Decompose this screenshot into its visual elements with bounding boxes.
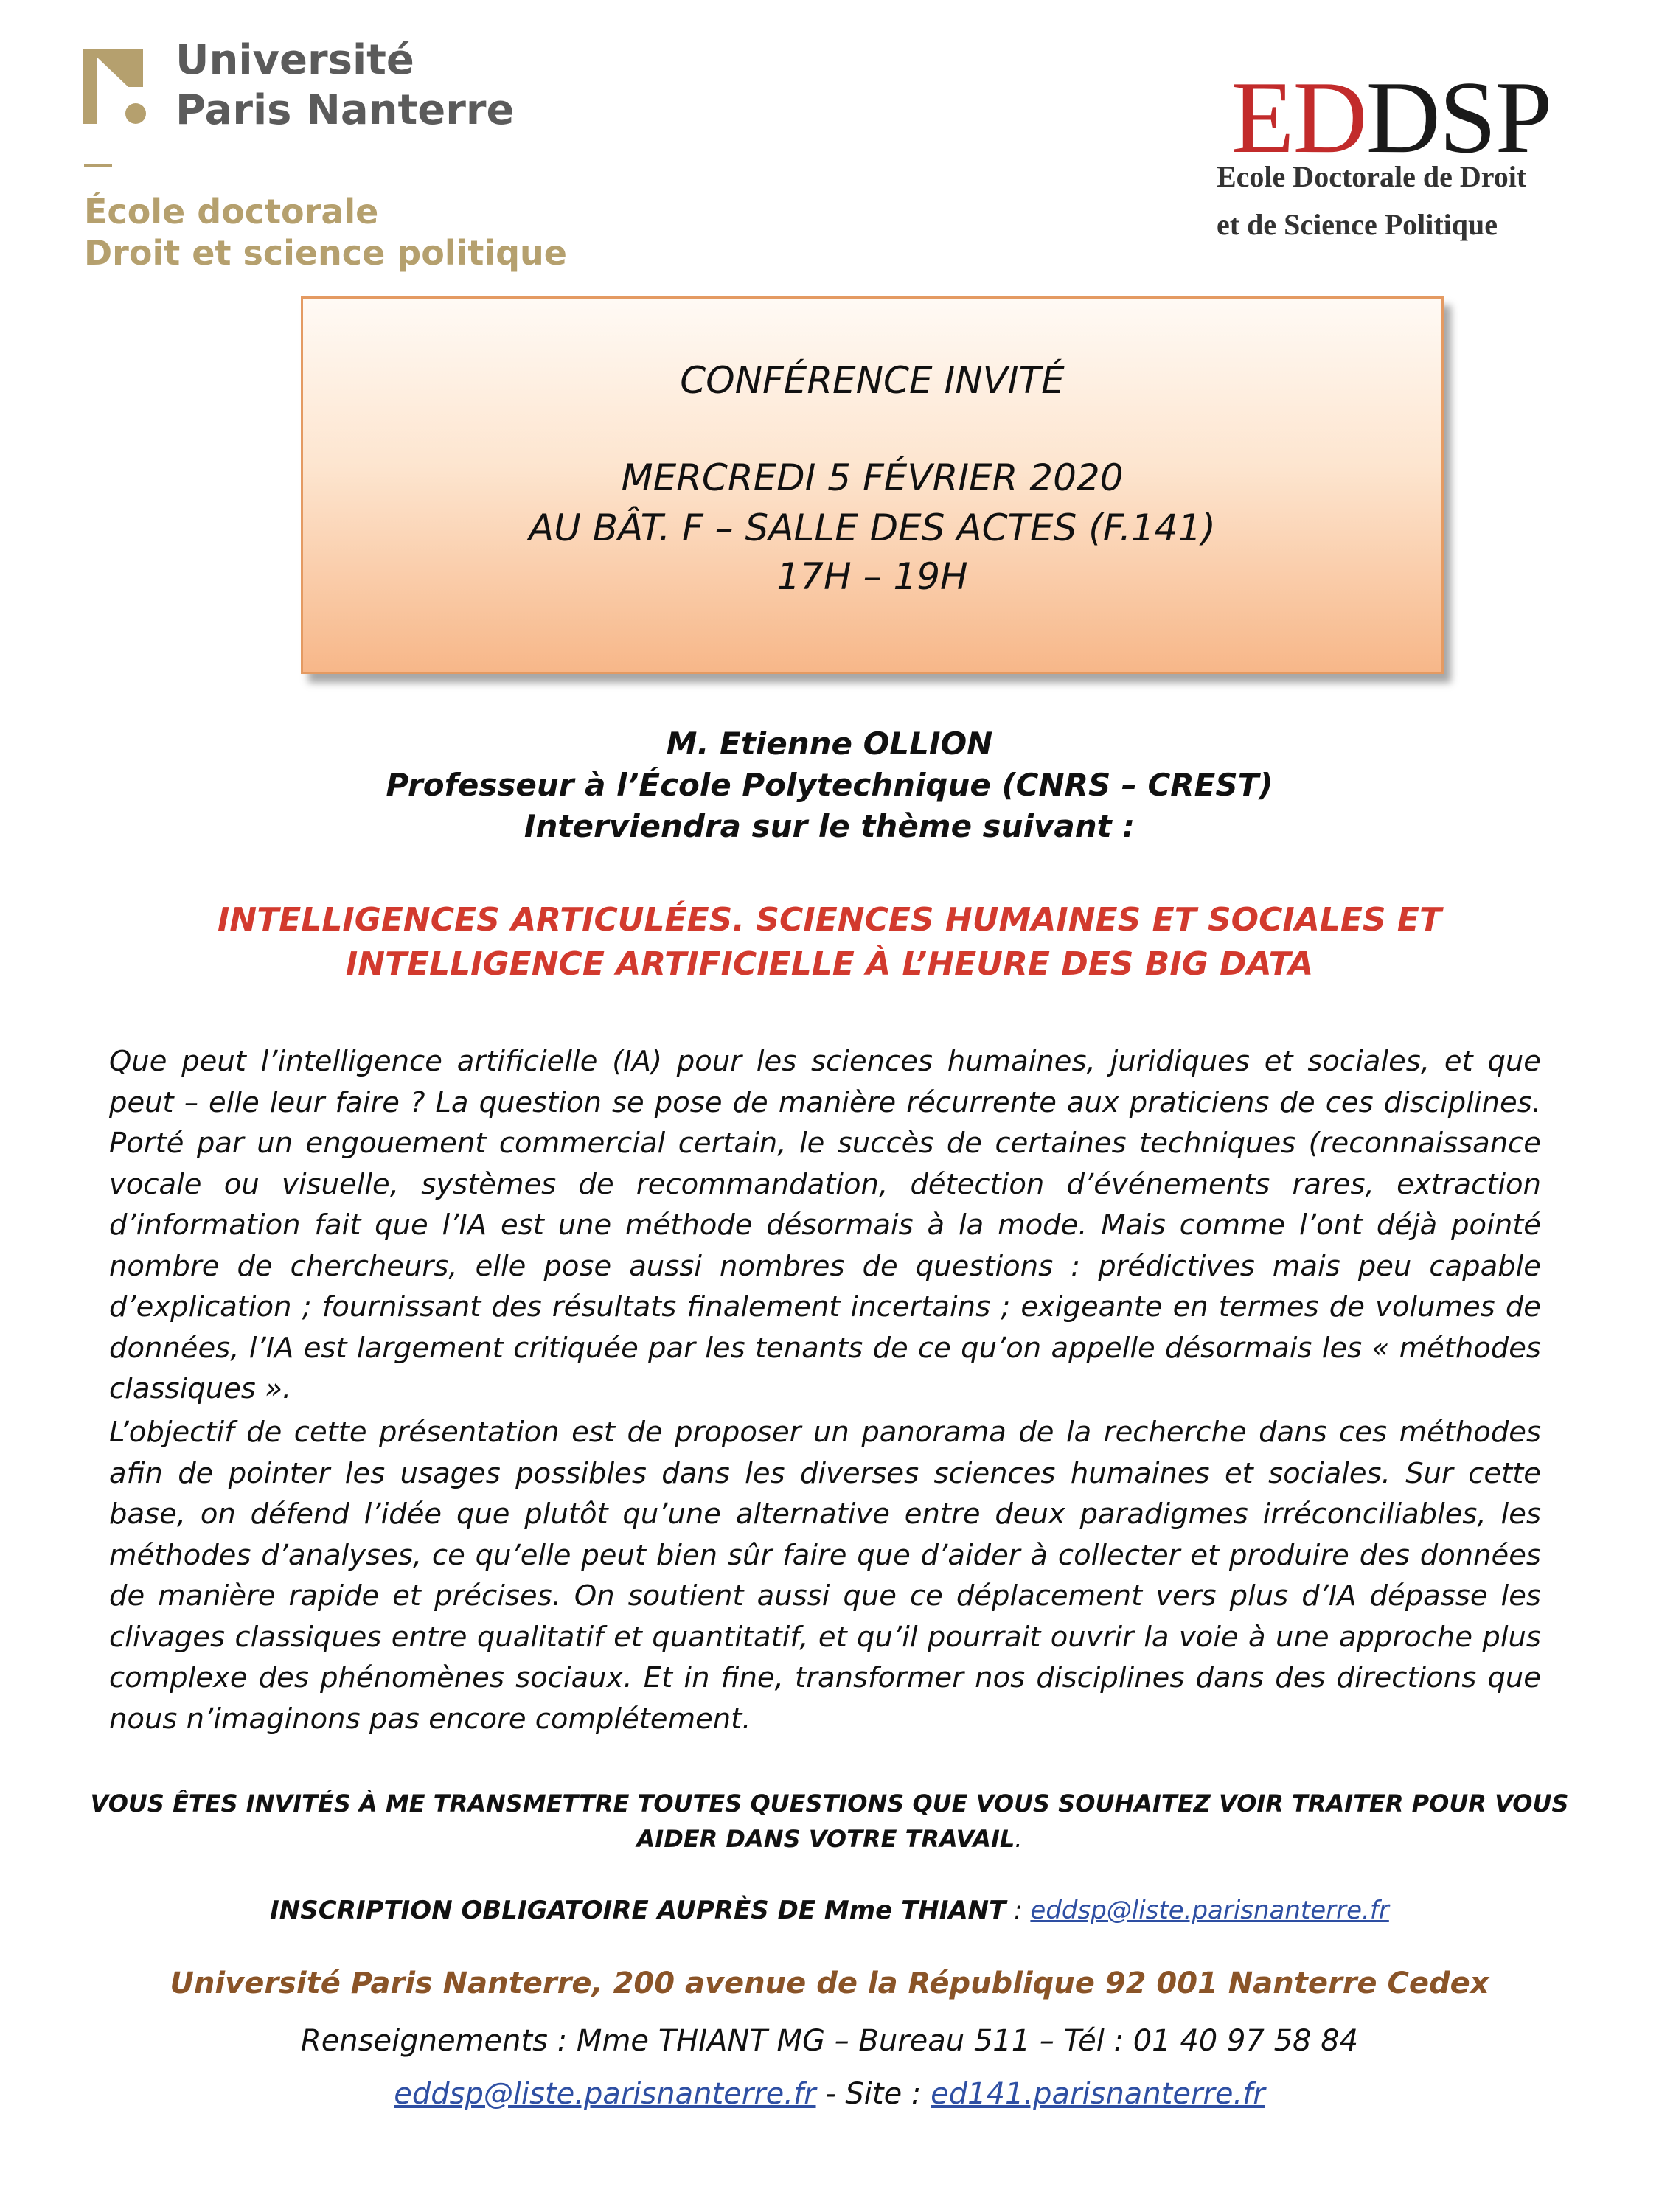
eddsp-letter-d2: D bbox=[1366, 60, 1439, 175]
footer-contact: Renseignements : Mme THIANT MG – Bureau 511 – Tél : 01 40 97 58 84 bbox=[300, 2024, 1359, 2058]
nanterre-emblem-icon bbox=[83, 43, 164, 131]
questions-note-line2 bbox=[0, 1827, 1659, 1851]
eddsp-letter-d1: D bbox=[1293, 60, 1366, 175]
upn-name-line1: Université bbox=[175, 36, 414, 84]
footer-links bbox=[0, 2079, 1659, 2109]
theme-title-line2: INTELLIGENCE ARTIFICIELLE À L’HEURE DES BIG DATA bbox=[345, 945, 1314, 983]
logo-divider bbox=[84, 164, 112, 167]
theme-title-line1: INTELLIGENCES ARTICULÉES. SCIENCES HUMAINES ET SOCIALES ET bbox=[218, 901, 1441, 939]
eddsp-letter-s: S bbox=[1439, 60, 1495, 175]
eddsp-subtitle-line2: et de Science Politique bbox=[1217, 208, 1498, 241]
event-date: MERCREDI 5 FÉVRIER 2020 bbox=[621, 456, 1124, 499]
eddsp-wordmark bbox=[1231, 60, 1551, 175]
eddsp-logo bbox=[1209, 60, 1593, 258]
questions-note-text: AIDER DANS VOTRE TRAVAIL bbox=[636, 1825, 1015, 1853]
footer-site-link[interactable]: ed141.parisnanterre.fr bbox=[931, 2077, 1265, 2111]
eddsp-subtitle-line1: Ecole Doctorale de Droit bbox=[1217, 160, 1527, 193]
inscription-email-link[interactable]: eddsp@liste.parisnanterre.fr bbox=[1030, 1896, 1389, 1925]
event-location: AU BÂT. F – SALLE DES ACTES (F.141) bbox=[529, 507, 1216, 549]
upn-ecole-doctorale: École doctorale bbox=[84, 192, 379, 232]
speaker-name: M. Etienne OLLION bbox=[666, 726, 993, 762]
inscription-separator: : bbox=[1006, 1896, 1031, 1925]
abstract-paragraph-1: Que peut l’intelligence artificielle (IA) pour les sciences humaines, juridiques et sociales, et que peut – elle leur faire ? La question se pose de manière récurrente aux praticiens de ces disciplines. Porté par un engouement commercial certain, le succès de certaines techniques (reconnaissance vocale ou visuelle, systèmes de recommandation, détection d’événements rares, extraction d’information fait que l’IA est une méthode désormais à la mode. Mais comme l’ont déjà pointé nombre de chercheurs, elle pose aussi nombres de questions : prédictives mais peu capable d’explication ; fournissant des résultats finalement incertains ; exigeante en termes de volumes de données, l’IA est largement critiquée par les tenants de ce qu’on appelle désormais les « méthodes classiques ». bbox=[109, 1045, 1541, 1405]
event-time: 17H – 19H bbox=[776, 555, 968, 598]
abstract-paragraph-2: L’objectif de cette présentation est de proposer un panorama de la recherche dans ces méthodes afin de pointer les usages possibles dans les diverses sciences humaines et sociales. Sur cette base, on défend l’idée que plutôt qu’une alternative entre deux paradigmes irréconciliables, les méthodes d’analyses, ce qu’elle peut bien sûr faire que d’aider à collecter et produire des données de manière rapide et précises. On soutient aussi que ce déplacement vers plus d’IA dépasse les clivages classiques entre qualitatif et quantitatif, et qu’il pourrait ouvrir la voie à une approche plus complexe des phénomènes sociaux. Et in fine, transformer nos disciplines dans des directions que nous n’imaginons pas encore complétement. bbox=[109, 1416, 1541, 1736]
speaker-intro: Interviendra sur le thème suivant : bbox=[524, 808, 1135, 844]
footer-site-label: - Site : bbox=[815, 2077, 931, 2111]
speaker-role: Professeur à l’École Polytechnique (CNRS – CREST) bbox=[386, 767, 1273, 803]
upn-droit-science-politique: Droit et science politique bbox=[84, 233, 567, 273]
inscription-line bbox=[0, 1898, 1659, 1923]
universite-paris-nanterre-logo bbox=[83, 35, 567, 279]
inscription-label: INSCRIPTION OBLIGATOIRE AUPRÈS DE Mme THIANT bbox=[270, 1896, 1006, 1925]
event-info-box bbox=[301, 296, 1444, 674]
footer-email-link[interactable]: eddsp@liste.parisnanterre.fr bbox=[394, 2077, 816, 2111]
upn-name-line2: Paris Nanterre bbox=[175, 86, 515, 134]
footer-address: Université Paris Nanterre, 200 avenue de la République 92 001 Nanterre Cedex bbox=[170, 1966, 1489, 2000]
event-title: CONFÉRENCE INVITÉ bbox=[680, 359, 1065, 402]
eddsp-letter-p: P bbox=[1495, 60, 1551, 175]
questions-note-line1: VOUS ÊTES INVITÉS À ME TRANSMETTRE TOUTES QUESTIONS QUE VOUS SOUHAITEZ VOIR TRAITER POUR VOUS bbox=[90, 1790, 1569, 1818]
eddsp-letter-e: E bbox=[1231, 60, 1293, 175]
questions-note-period: . bbox=[1015, 1825, 1023, 1853]
